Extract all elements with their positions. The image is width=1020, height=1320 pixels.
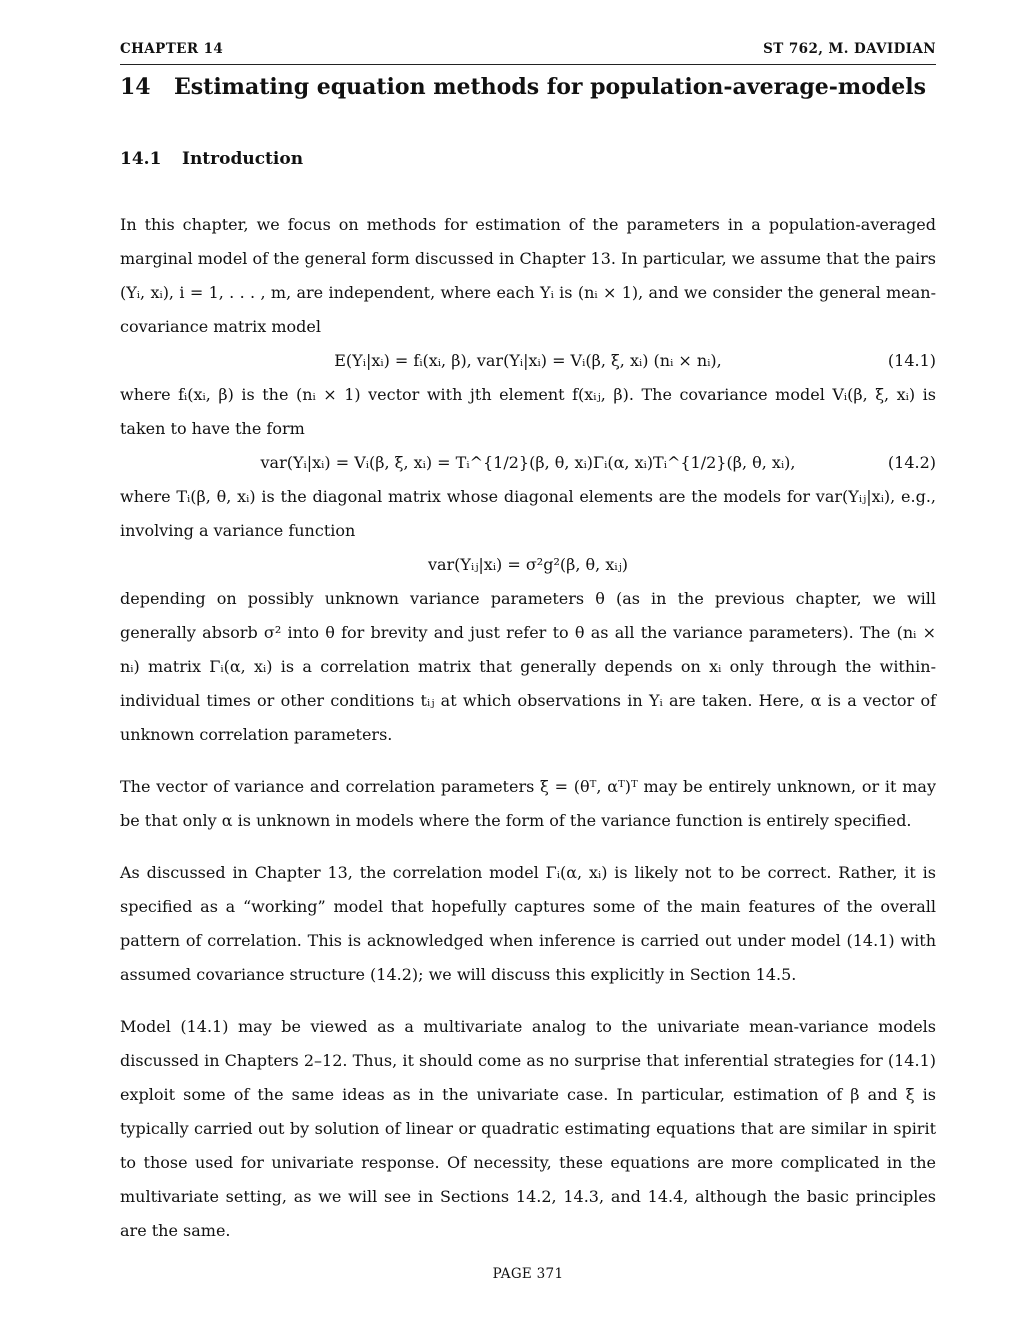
paragraph-3: where Tᵢ(β, θ, xᵢ) is the diagonal matrix whose diagonal elements are the models for var(Yᵢⱼ|xᵢ), e.g., involving a variance function [120,487,936,540]
section-number: 14.1 [120,149,162,169]
chapter-number: 14 [120,74,151,100]
equation-14-2 [120,446,936,480]
equation-14-1 [120,344,936,378]
paragraph-4: depending on possibly unknown variance parameters θ (as in the previous chapter, we will generally absorb σ² into θ for brevity and just refer to θ as all the variance parameters). The (nᵢ × nᵢ) matrix Γᵢ(α, xᵢ) is a correlation matrix that generally depends on xᵢ only through the within-individual times or other conditions tᵢⱼ at which observations in Yᵢ are taken. Here, α is a vector of unknown correlation parameters. [120,589,936,744]
header-chapter: CHAPTER 14 [120,41,224,57]
equation-variance-function [120,548,936,582]
equation-14-1-tag: (14.1) [887,351,936,370]
paragraph-2: where fᵢ(xᵢ, β) is the (nᵢ × 1) vector with jth element f(xᵢⱼ, β). The covariance model Vᵢ(β, ξ, xᵢ) is taken to have the form [120,385,936,438]
page [120,0,936,1320]
equation-14-1-body: E(Yᵢ|xᵢ) = fᵢ(xᵢ, β), var(Yᵢ|xᵢ) = Vᵢ(β, ξ, xᵢ) (nᵢ × nᵢ), [334,351,722,370]
section-heading [120,149,303,169]
running-header [120,40,936,65]
paragraph-1: In this chapter, we focus on methods for estimation of the parameters in a population-averaged marginal model of the general form discussed in Chapter 13. In particular, we assume that the pairs (Yᵢ, xᵢ), i = 1, . . . , m, are independent, where each Yᵢ is (nᵢ × 1), and we consider the general mean-covariance matrix model [120,215,936,336]
chapter-heading [120,74,926,100]
equation-14-2-tag: (14.2) [887,453,936,472]
page-number: PAGE 371 [492,1266,564,1282]
paragraph-5: The vector of variance and correlation parameters ξ = (θᵀ, αᵀ)ᵀ may be entirely unknown, or it may be that only α is unknown in models where the form of the variance function is entirely specified. [120,777,936,830]
paragraph-6: As discussed in Chapter 13, the correlation model Γᵢ(α, xᵢ) is likely not to be correct. Rather, it is specified as a “working” model that hopefully captures some of the main features of the overall pattern of correlation. This is acknowledged when inference is carried out under model (14.1) with assumed covariance structure (14.2); we will discuss this explicitly in Section 14.5. [120,863,936,984]
paragraph-7: Model (14.1) may be viewed as a multivariate analog to the univariate mean-variance models discussed in Chapters 2–12. Thus, it should come as no surprise that inferential strategies for (14.1) exploit some of the same ideas as in the univariate case. In particular, estimation of β and ξ is typically carried out by solution of linear or quadratic estimating equations that are similar in spirit to those used for univariate response. Of necessity, these equations are more complicated in the multivariate setting, as we will see in Sections 14.2, 14.3, and 14.4, although the basic principles are the same. [120,1017,936,1240]
body-text [120,208,936,1266]
header-course-author: ST 762, M. DAVIDIAN [763,41,936,57]
section-title: Introduction [182,149,304,169]
equation-14-2-body: var(Yᵢ|xᵢ) = Vᵢ(β, ξ, xᵢ) = Tᵢ^{1/2}(β, θ, xᵢ)Γᵢ(α, xᵢ)Tᵢ^{1/2}(β, θ, xᵢ), [260,453,796,472]
equation-variance-function-body: var(Yᵢⱼ|xᵢ) = σ²g²(β, θ, xᵢⱼ) [427,555,629,574]
chapter-title: Estimating equation methods for population-average-models [174,74,926,100]
